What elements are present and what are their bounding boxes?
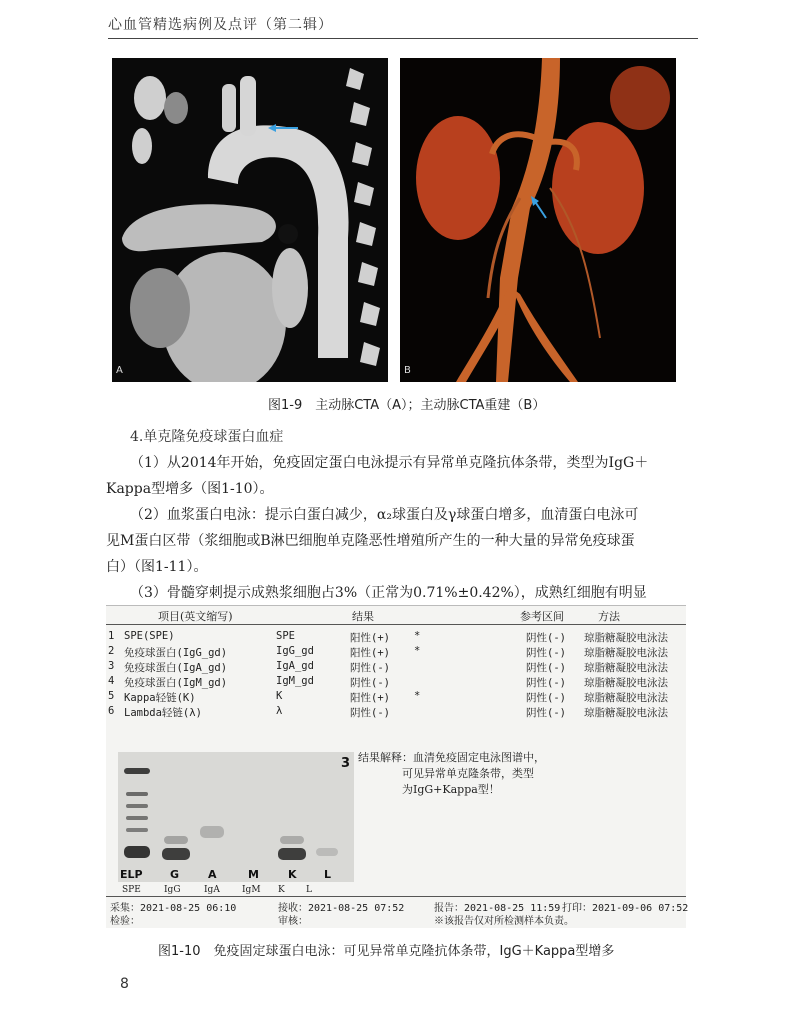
report-cell-ref: 阴性(-) [526,677,566,689]
panel-b-letter: B [404,365,411,376]
report-cell-abbr: SPE [276,630,295,642]
figure-1-9 [112,58,676,382]
report-row [106,690,686,705]
paragraph-1-line-1: （1）从2014年开始，免疫固定蛋白电泳提示有异常单克隆抗体条带，类型为IgG＋ [130,455,649,471]
report-cell-no: 2 [108,645,115,657]
figure-1-9-caption: 图1-9 主动脉CTA（A）；主动脉CTA重建（B） [268,398,546,413]
report-cell-method: 琼脂糖凝胶电泳法 [584,677,668,689]
print-time: 打印：2021-09-06 07:52 [562,903,689,914]
report-cell-name: 免疫球蛋白(IgA_gd) [124,662,228,674]
header-result: 结果 [352,610,374,623]
paragraph-2-line-2: 见M蛋白区带（浆细胞或B淋巴细胞单克隆恶性增殖所产生的一种大量的异常免疫球蛋 [106,533,635,549]
report-cell-result: 阳性(+) [350,647,390,659]
report-cell-name: Kappa轻链(K) [124,692,196,704]
report-cell-ref: 阴性(-) [526,707,566,719]
header-reference: 参考区间 [520,610,564,623]
report-cell-no: 5 [108,690,115,702]
panel-a-letter: A [116,365,123,376]
ct-reconstruction-image [400,58,676,382]
lane-label-igg: IgG [164,885,181,895]
report-cell-name: 免疫球蛋白(IgM_gd) [124,677,228,689]
report-cell-ref: 阴性(-) [526,647,566,659]
page-number: 8 [120,976,129,992]
report-cell-result: 阴性(-) [350,707,390,719]
paragraph-1-line-2: Kappa型增多（图1-10）。 [106,481,274,497]
report-time: 报告：2021-08-25 11:59 [434,903,561,914]
report-cell-abbr: IgM_gd [276,675,314,687]
report-cell-abbr: IgA_gd [276,660,314,672]
header-method: 方法 [598,610,620,623]
disclaimer: ※该报告仅对所检测样本负责。 [434,916,574,927]
lab-report [106,605,689,928]
report-cell-name: 免疫球蛋白(IgG_gd) [124,647,228,659]
header-rule [108,38,698,39]
lane-label-spe: SPE [122,885,141,895]
ct-sagittal-image [112,58,388,382]
running-head [108,14,698,38]
report-cell-result: 阴性(-) [350,662,390,674]
interpretation-line-3: 为IgG+Kappa型！ [402,783,500,796]
lane-label-l: L [306,885,312,895]
gel-labels [118,868,354,882]
report-cell-method: 琼脂糖凝胶电泳法 [584,662,668,674]
report-cell-name: Lambda轻链(λ) [124,707,202,719]
report-cell-result: 阴性(-) [350,677,390,689]
header-item: 项目(英文缩写) [158,610,233,623]
report-cell-flag: * [414,645,421,657]
report-row [106,675,686,690]
gel-label-a: A [208,868,217,881]
report-cell-abbr: λ [276,705,283,717]
collect-time: 采集：2021-08-25 06:10 [110,903,237,914]
report-cell-no: 1 [108,630,115,642]
ct-image-panel-b [400,58,676,382]
report-cell-abbr: IgG_gd [276,645,314,657]
paragraph-3-line-1: （3）骨髓穿刺提示成熟浆细胞占3%（正常为0.71%±0.42%），成熟红细胞有明显 [130,585,647,601]
report-cell-no: 3 [108,660,115,672]
electrophoresis-gel [118,752,354,882]
report-row [106,705,686,720]
result-interpretation [358,750,545,798]
report-cell-no: 4 [108,675,115,687]
gel-bands [118,752,354,882]
tester-label: 检验： [110,916,140,927]
report-row [106,660,686,675]
report-cell-ref: 阴性(-) [526,632,566,644]
reviewer-label: 审核： [278,916,308,927]
report-cell-flag: * [414,690,421,702]
report-cell-flag: * [414,630,421,642]
report-cell-name: SPE(SPE) [124,630,175,642]
report-cell-method: 琼脂糖凝胶电泳法 [584,707,668,719]
report-cell-ref: 阴性(-) [526,692,566,704]
gel-label-g: G [170,868,180,881]
lane-label-igm: IgM [242,885,261,895]
report-cell-method: 琼脂糖凝胶电泳法 [584,632,668,644]
gel-label-l: L [324,868,332,881]
gel-label-k: K [288,868,297,881]
figure-1-10-caption: 图1-10 免疫固定球蛋白电泳：可见异常单克隆抗体条带，IgG＋Kappa型增多 [158,944,615,959]
report-cell-ref: 阴性(-) [526,662,566,674]
gel-label-elp: ELP [120,868,143,881]
report-cell-no: 6 [108,705,115,717]
ct-image-panel-a [112,58,388,382]
report-cell-method: 琼脂糖凝胶电泳法 [584,647,668,659]
paragraph-2-line-1: （2）血浆蛋白电泳：提示白蛋白减少，α₂球蛋白及γ球蛋白增多，血清蛋白电泳可 [130,507,639,523]
report-cell-abbr: K [276,690,283,702]
lane-label-iga: IgA [204,885,220,895]
report-cell-result: 阳性(+) [350,692,390,704]
report-row [106,630,686,645]
interpretation-line-2: 可见异常单克隆条带，类型 [402,767,534,780]
gel-number: 3 [340,756,350,771]
running-head-title: 心血管精选病例及点评（第二辑） [108,17,333,33]
report-cell-method: 琼脂糖凝胶电泳法 [584,692,668,704]
report-cell-result: 阳性(+) [350,632,390,644]
receive-time: 接收：2021-08-25 07:52 [278,903,405,914]
gel-label-m: M [248,868,259,881]
lane-label-k: K [278,885,285,895]
section-title: 4.单克隆免疫球蛋白血症 [130,429,284,445]
header-rule [106,624,686,625]
footer-rule [106,896,686,897]
interpretation-line-1: 结果解释：血清免疫固定电泳图谱中， [358,751,545,764]
paragraph-2-line-3: 白）（图1-11）。 [106,559,208,575]
report-row [106,645,686,660]
